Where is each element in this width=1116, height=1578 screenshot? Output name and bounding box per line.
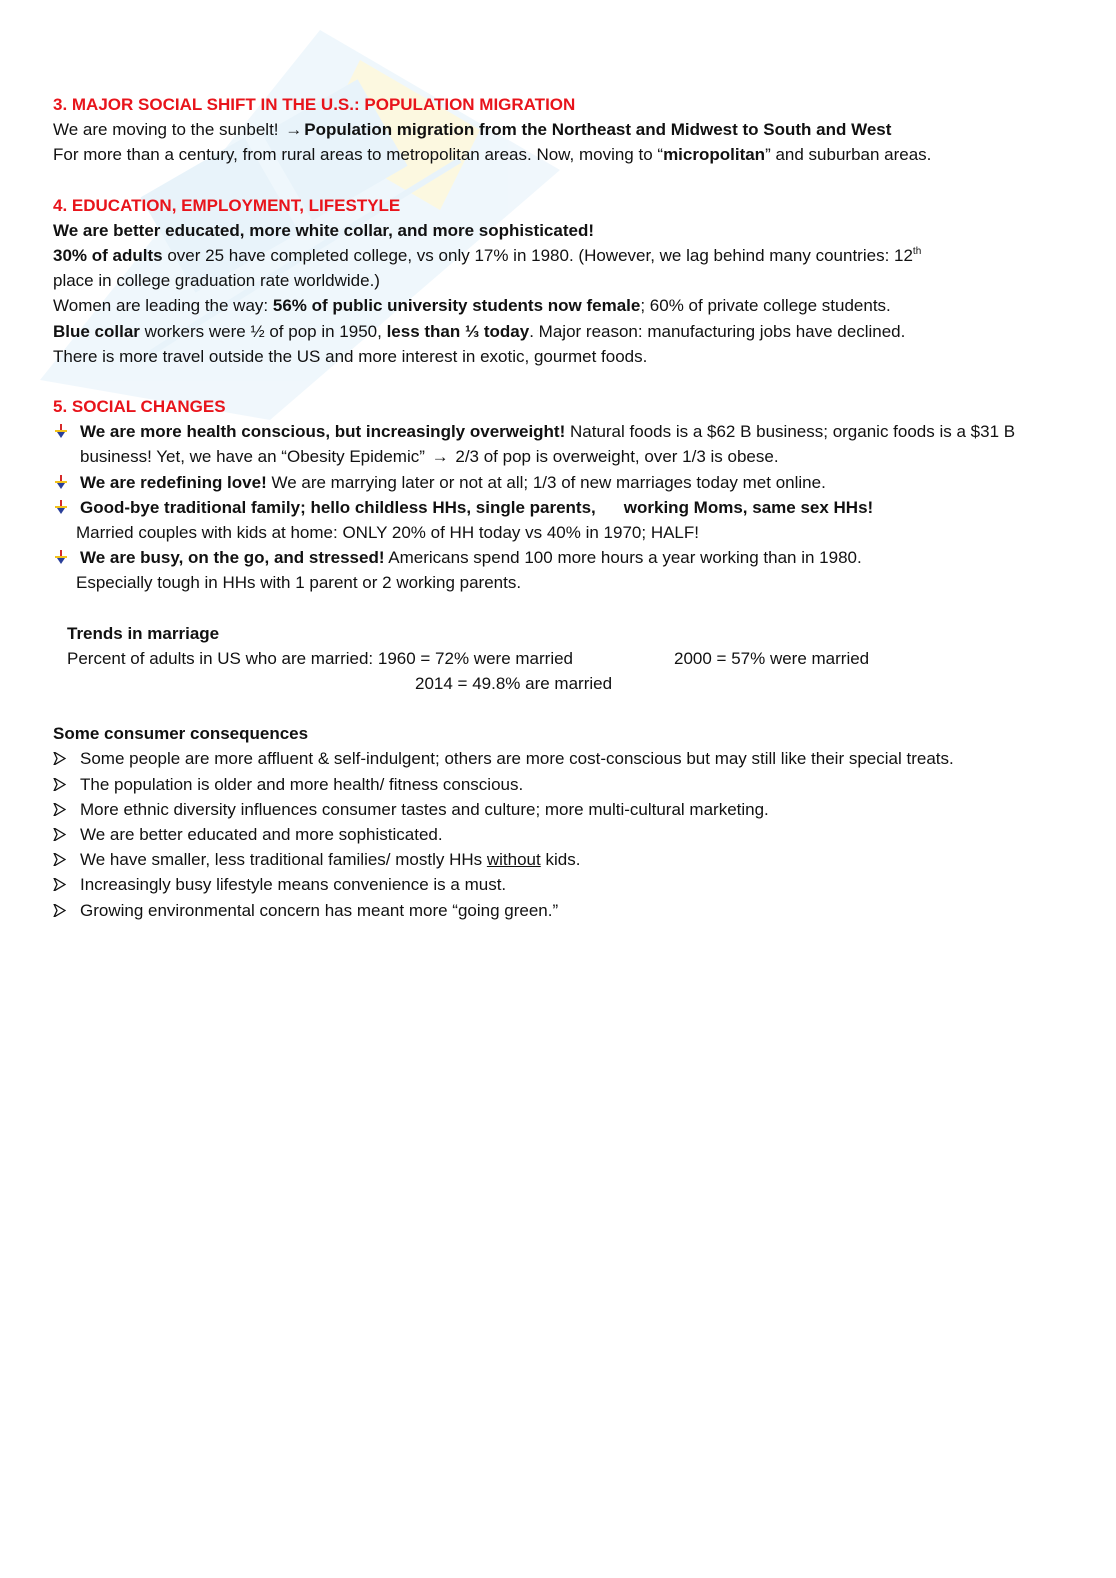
section-3-line-1: We are moving to the sunbelt! → Population migration from the Northeast and Midwest to South and West	[53, 117, 1073, 142]
list-item: Increasingly busy lifestyle means convenience is a must.	[53, 872, 1073, 897]
arrow-right-icon: →	[431, 447, 449, 467]
arrow-down-bullet-icon	[54, 475, 68, 489]
section-4-line-4: Blue collar workers were ½ of pop in 1950, less than ⅓ today. Major reason: manufacturing jobs have declined.	[53, 321, 906, 341]
list-item: We are better educated and more sophisticated.	[53, 822, 1073, 847]
arrow-right-icon: →	[285, 120, 303, 140]
list-item: The population is older and more health/ fitness conscious.	[53, 772, 1073, 797]
section-4-line-2: 30% of adults over 25 have completed college, vs only 17% in 1980. (However, we lag behind many countries: 12th	[53, 246, 922, 266]
trends-line-2: 2014 = 49.8% are married	[415, 674, 613, 694]
list-item: We have smaller, less traditional families/ mostly HHs without kids.	[53, 847, 1073, 872]
section-4-title: 4. EDUCATION, EMPLOYMENT, LIFESTYLE	[53, 195, 401, 215]
arrow-down-bullet-icon	[54, 500, 68, 514]
list-item: Good-bye traditional family; hello childless HHs, single parents, working Moms, same sex HHs!	[53, 495, 1073, 520]
arrowhead-bullet-icon	[53, 853, 66, 866]
section-3-title: 3. MAJOR SOCIAL SHIFT IN THE U.S.: POPULATION MIGRATION	[53, 95, 576, 114]
list-item: We are busy, on the go, and stressed! Americans spend 100 more hours a year working than in 1980.	[53, 545, 1073, 570]
trends-title: Trends in marriage	[67, 623, 220, 643]
consequences-title: Some consumer consequences	[53, 724, 309, 744]
document-body	[53, 92, 1073, 923]
list-item: Some people are more affluent & self-indulgent; others are more cost-conscious but may still like their special treats.	[53, 746, 1073, 771]
arrow-down-bullet-icon	[54, 424, 68, 438]
arrowhead-bullet-icon	[53, 778, 66, 791]
arrow-down-bullet-icon	[54, 550, 68, 564]
section-5-title: 5. SOCIAL CHANGES	[53, 397, 226, 417]
trends-line-1: Percent of adults in US who are married: 1960 = 72% were married 2000 = 57% were married	[67, 648, 870, 668]
list-item-continuation: Especially tough in HHs with 1 parent or 2 working parents.	[76, 573, 522, 593]
list-item: Growing environmental concern has meant more “going green.”	[53, 898, 1073, 923]
section-4-line-1: We are better educated, more white collar, and more sophisticated!	[53, 220, 595, 240]
arrowhead-bullet-icon	[53, 752, 66, 765]
section-4-line-5: There is more travel outside the US and more interest in exotic, gourmet foods.	[53, 346, 648, 366]
arrowhead-bullet-icon	[53, 878, 66, 891]
arrowhead-bullet-icon	[53, 828, 66, 841]
arrowhead-bullet-icon	[53, 803, 66, 816]
arrowhead-bullet-icon	[53, 904, 66, 917]
section-4-line-3: Women are leading the way: 56% of public university students now female; 60% of private college students.	[53, 296, 891, 316]
list-item: We are more health conscious, but increasingly overweight! Natural foods is a $62 B business; organic foods is a $31 B business! Yet, we have an “Obesity Epidemic” → 2/3 of pop is overweight, over 1/3 is obese.	[53, 419, 1073, 469]
list-item: More ethnic diversity influences consumer tastes and culture; more multi-cultural marketing.	[53, 797, 1073, 822]
section-4-line-2-cont: place in college graduation rate worldwide.)	[53, 271, 380, 291]
list-item-continuation: Married couples with kids at home: ONLY 20% of HH today vs 40% in 1970; HALF!	[76, 523, 699, 543]
section-3-line-2: For more than a century, from rural areas to metropolitan areas. Now, moving to “micropolitan” and suburban areas.	[53, 145, 932, 165]
list-item: We are redefining love! We are marrying later or not at all; 1/3 of new marriages today met online.	[53, 470, 1073, 495]
